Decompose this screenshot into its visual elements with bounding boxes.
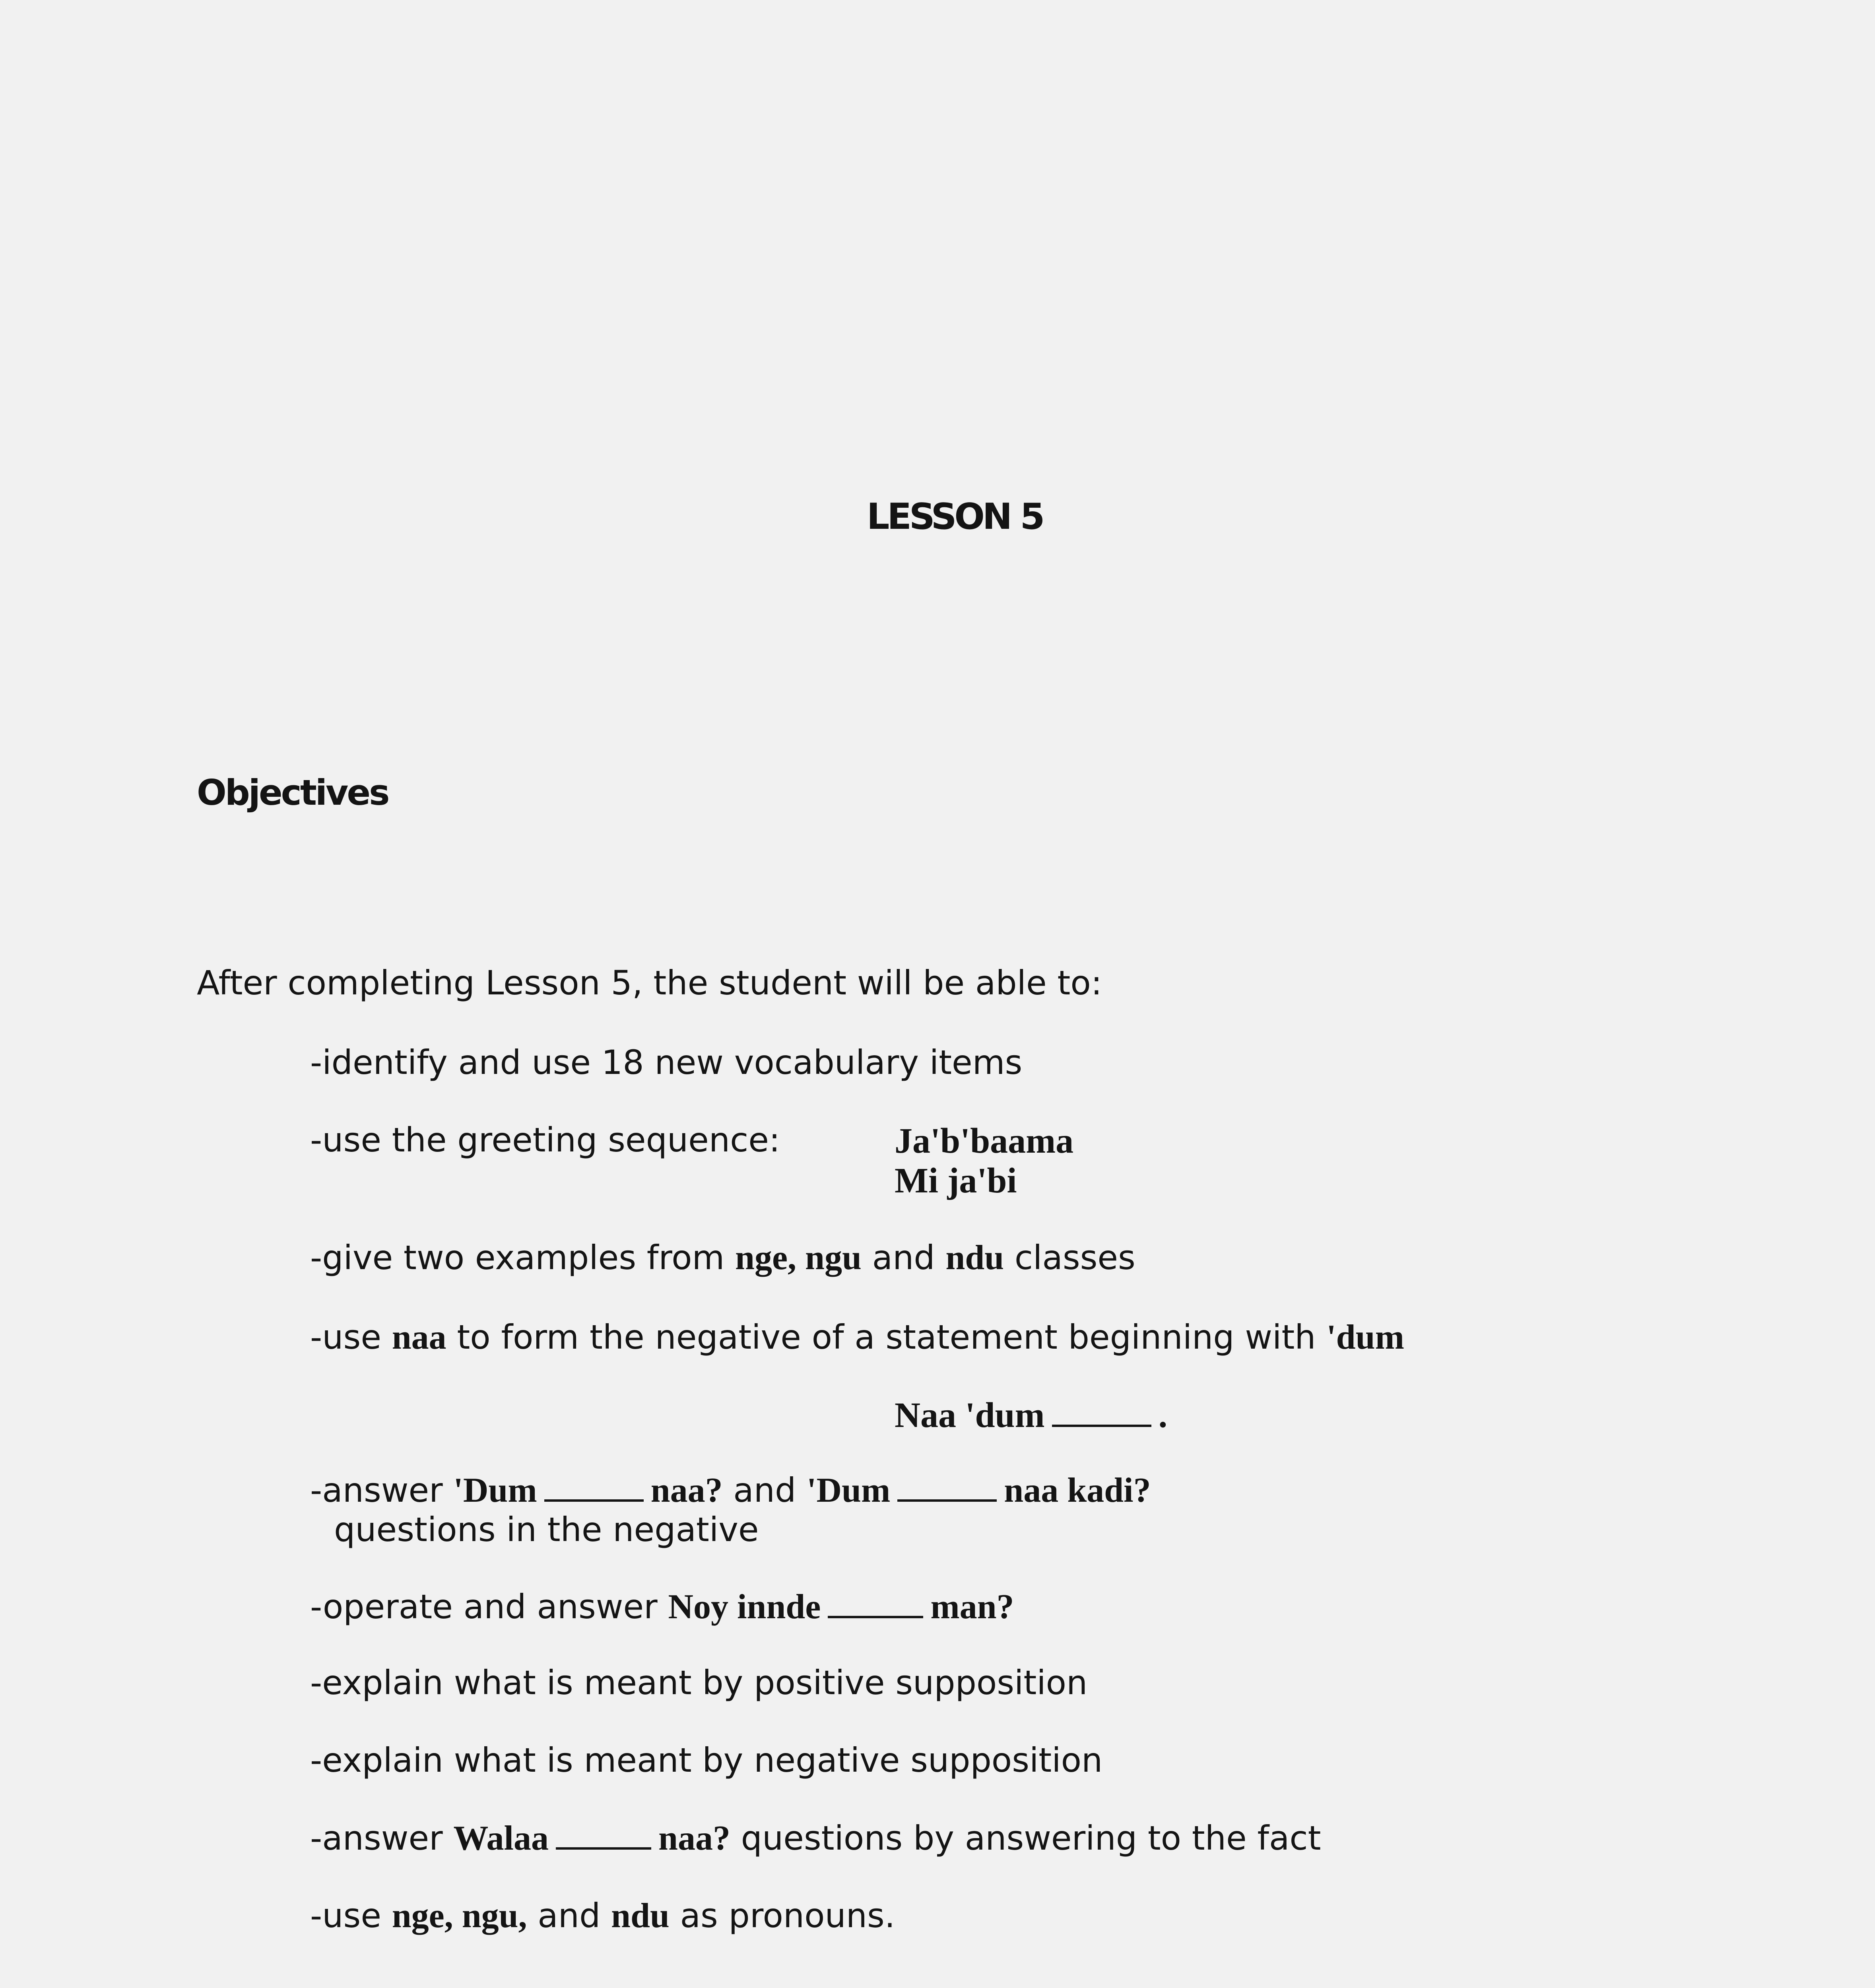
objective-greeting-label: -use the greeting sequence: [310,1120,780,1159]
objective-vocabulary: -identify and use 18 new vocabulary items [310,1043,1023,1082]
objective-operate [310,1587,1014,1626]
walaa-text-1: -answer [310,1819,454,1858]
objective-positive-supposition: -explain what is meant by positive supposition [310,1663,1088,1702]
answer-term-naa-kadi: naa kadi? [1004,1471,1151,1510]
negative-example [895,1398,1167,1433]
fill-in-blank [897,1499,997,1502]
negative-term-dum: 'dum [1326,1318,1404,1357]
intro-text: After completing Lesson 5, the student will be able to: [197,963,1102,1002]
examples-text-1: -give two examples from [310,1238,735,1277]
operate-term-noy-innde: Noy innde [668,1588,821,1626]
examples-text-2: and [861,1238,946,1277]
greeting-line-1: Ja'b'baama [895,1121,1074,1161]
fill-in-blank [828,1616,923,1618]
lesson-title: LESSON 5 [867,496,1043,538]
answer-term-naa: naa? [650,1471,723,1510]
objective-answer-dum [310,1473,1151,1508]
negative-example-period: . [1158,1396,1168,1435]
examples-term-nge-ngu: nge, ngu [735,1239,862,1277]
answer-term-dum-1: 'Dum [453,1471,537,1510]
fill-in-blank [544,1499,644,1502]
greeting-line-2: Mi ja'bi [895,1161,1017,1200]
pronouns-text-2: and [527,1896,611,1935]
fill-in-blank [1052,1425,1151,1427]
pronouns-text-1: -use [310,1896,392,1935]
examples-term-ndu: ndu [945,1239,1004,1277]
answer-text-2: and [722,1471,807,1510]
pronouns-text-3: as pronouns. [669,1896,895,1935]
pronouns-term-ndu: ndu [611,1897,670,1935]
negative-text-1: -use [310,1318,392,1357]
objective-negative-supposition: -explain what is meant by negative supposition [310,1741,1103,1780]
negative-text-2: to form the negative of a statement beginning with [446,1318,1327,1357]
negative-example-text: Naa 'dum [895,1396,1045,1435]
answer-line-2: questions in the negative [334,1510,759,1549]
objective-examples [310,1238,1135,1277]
objective-answer-walaa [310,1821,1321,1856]
fill-in-blank [556,1847,651,1850]
operate-term-man: man? [930,1588,1014,1626]
walaa-term: Walaa [453,1819,549,1858]
operate-text-1: -operate and answer [310,1587,668,1626]
walaa-text-2: questions by answering to the fact [730,1819,1321,1858]
answer-text-1: -answer [310,1471,454,1510]
objective-negative [310,1320,1404,1355]
pronouns-term-nge-ngu: nge, ngu, [392,1897,527,1935]
objective-pronouns [310,1896,895,1935]
examples-text-3: classes [1004,1238,1135,1277]
objectives-heading: Objectives [197,772,388,813]
walaa-term-naa: naa? [658,1819,730,1858]
answer-term-dum-2: 'Dum [807,1471,891,1510]
negative-term-naa: naa [392,1318,446,1357]
